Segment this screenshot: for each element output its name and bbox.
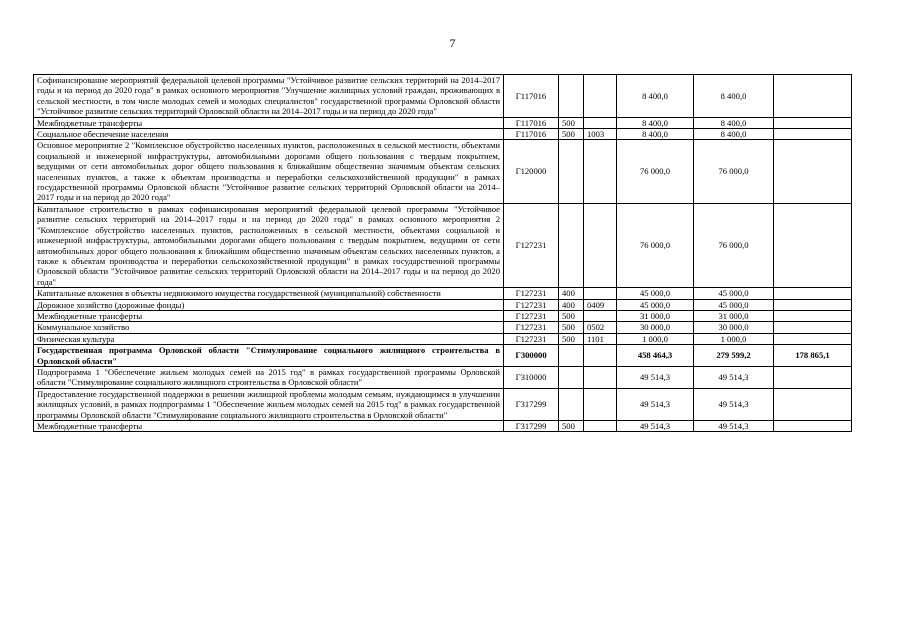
row-rz (584, 310, 617, 321)
row-amount-1: 1 000,0 (694, 333, 774, 344)
row-code: Г310000 (504, 366, 559, 388)
row-total: 76 000,0 (617, 140, 694, 203)
row-vr (559, 366, 584, 388)
row-rz: 1003 (584, 129, 617, 140)
row-rz (584, 366, 617, 388)
row-code: Г127231 (504, 299, 559, 310)
row-amount-2 (774, 421, 852, 432)
row-vr (559, 140, 584, 203)
row-name: Физическая культура (34, 333, 504, 344)
row-name: Предоставление государственной поддержки в решении жилищной проблемы молодым семьям, нуждающимся в улучшении жилищных условий, в рамках подпрограммы 1 "Обеспечение жильем молодых семей на 2015 год" в рамках государственной программы Орловской области "Стимулирование социального жилищного строительства в Орловской области" (34, 388, 504, 420)
row-vr (559, 388, 584, 420)
row-rz (584, 288, 617, 299)
budget-table-body (34, 75, 852, 432)
table-row (34, 388, 852, 420)
row-amount-1: 8 400,0 (694, 117, 774, 128)
row-name: Коммунальное хозяйство (34, 322, 504, 333)
row-name: Подпрограмма 1 "Обеспечение жильем молодых семей на 2015 год" в рамках государственной программы Орловской области "Стимулирование социального жилищного строительства в Орловской области" (34, 366, 504, 388)
row-code: Г117016 (504, 75, 559, 118)
row-total: 8 400,0 (617, 117, 694, 128)
row-name: Капитальные вложения в объекты недвижимого имущества государственной (муниципальной) собственности (34, 288, 504, 299)
row-rz (584, 345, 617, 367)
table-row (34, 75, 852, 118)
row-amount-2 (774, 388, 852, 420)
row-code: Г117016 (504, 129, 559, 140)
row-amount-2 (774, 75, 852, 118)
row-vr: 400 (559, 299, 584, 310)
row-amount-2: 178 865,1 (774, 345, 852, 367)
row-total: 458 464,3 (617, 345, 694, 367)
row-vr (559, 203, 584, 287)
row-amount-1: 49 514,3 (694, 388, 774, 420)
row-amount-2 (774, 366, 852, 388)
table-row (34, 129, 852, 140)
row-amount-1: 49 514,3 (694, 366, 774, 388)
row-amount-1: 30 000,0 (694, 322, 774, 333)
row-amount-1: 279 599,2 (694, 345, 774, 367)
budget-table (33, 74, 852, 432)
table-row (34, 345, 852, 367)
row-rz (584, 75, 617, 118)
row-total: 76 000,0 (617, 203, 694, 287)
row-code: Г127231 (504, 203, 559, 287)
row-code: Г127231 (504, 310, 559, 321)
row-amount-1: 76 000,0 (694, 203, 774, 287)
row-total: 49 514,3 (617, 366, 694, 388)
table-row (34, 288, 852, 299)
row-amount-1: 49 514,3 (694, 421, 774, 432)
row-vr (559, 345, 584, 367)
page-number: 7 (449, 36, 456, 50)
row-name: Основное мероприятие 2 "Комплексное обустройство населенных пунктов, расположенных в сельской местности, объектами социальной и инженерной инфраструктуры, автомобильными дорогами общего пользования с твердым покрытием, ведущими от сети автомобильных дорог общего пользования к ближайшим общественно значимым объектам сельских населенных пунктов, а также к объектам производства и переработки сельскохозяйственной продукции" в рамках государственной программы Орловской области "Устойчивое развитие сельских территорий Орловской области на 2014–2017 годы и на период до 2020 года" (34, 140, 504, 203)
row-amount-2 (774, 117, 852, 128)
row-rz: 1101 (584, 333, 617, 344)
row-total: 8 400,0 (617, 129, 694, 140)
row-name: Межбюджетные трансферты (34, 421, 504, 432)
row-rz (584, 203, 617, 287)
row-total: 45 000,0 (617, 299, 694, 310)
row-amount-1: 8 400,0 (694, 129, 774, 140)
row-name: Софинансирование мероприятий федеральной целевой программы "Устойчивое развитие сельских территорий на 2014–2017 годы и на период до 2020 года" в рамках основного мероприятия "Улучшение жилищных условий граждан, проживающих в сельской местности, в том числе молодых семей и молодых специалистов" государственной программы Орловской области "Устойчивое развитие сельских территорий Орловской области на 2014–2017 годы и на период до 2020 года" (34, 75, 504, 118)
row-code: Г317299 (504, 421, 559, 432)
row-code: Г317299 (504, 388, 559, 420)
row-code: Г127231 (504, 288, 559, 299)
table-row (34, 140, 852, 203)
table-row (34, 299, 852, 310)
table-row (34, 366, 852, 388)
row-rz (584, 140, 617, 203)
row-vr (559, 75, 584, 118)
row-name: Социальное обеспечение населения (34, 129, 504, 140)
row-amount-2 (774, 203, 852, 287)
table-row (34, 117, 852, 128)
row-amount-2 (774, 322, 852, 333)
row-amount-2 (774, 310, 852, 321)
row-amount-1: 76 000,0 (694, 140, 774, 203)
row-vr: 500 (559, 333, 584, 344)
row-name: Государственная программа Орловской области "Стимулирование социального жилищного строительства в Орловской области" (34, 345, 504, 367)
row-rz (584, 117, 617, 128)
row-rz (584, 388, 617, 420)
row-code: Г117016 (504, 117, 559, 128)
row-total: 45 000,0 (617, 288, 694, 299)
row-total: 8 400,0 (617, 75, 694, 118)
row-amount-2 (774, 129, 852, 140)
row-amount-1: 45 000,0 (694, 299, 774, 310)
row-vr: 500 (559, 421, 584, 432)
row-amount-2 (774, 333, 852, 344)
row-vr: 400 (559, 288, 584, 299)
row-code: Г127231 (504, 322, 559, 333)
row-vr: 500 (559, 129, 584, 140)
row-vr: 500 (559, 117, 584, 128)
row-amount-1: 31 000,0 (694, 310, 774, 321)
row-rz (584, 421, 617, 432)
table-row (34, 322, 852, 333)
row-vr: 500 (559, 322, 584, 333)
row-amount-1: 45 000,0 (694, 288, 774, 299)
table-row (34, 421, 852, 432)
row-total: 31 000,0 (617, 310, 694, 321)
row-name: Межбюджетные трансферты (34, 117, 504, 128)
row-name: Межбюджетные трансферты (34, 310, 504, 321)
row-rz: 0502 (584, 322, 617, 333)
row-rz: 0409 (584, 299, 617, 310)
row-name: Дорожное хозяйство (дорожные фонды) (34, 299, 504, 310)
row-code: Г127231 (504, 333, 559, 344)
row-code: Г300000 (504, 345, 559, 367)
row-amount-2 (774, 288, 852, 299)
table-row (34, 333, 852, 344)
row-amount-2 (774, 299, 852, 310)
row-name: Капитальное строительство в рамках софинансирования мероприятий федеральной целевой программы "Устойчивое развитие сельских территорий на 2014–2017 годы и на период до 2020 года" в рамках основного мероприятия 2 "Комплексное обустройство населенных пунктов, расположенных в сельской местности, объектами социальной и инженерной инфраструктуры, автомобильными дорогами общего пользования с твердым покрытием, ведущими от сети автомобильных дорог общего пользования к ближайшим общественно значимым объектам сельских населенных пунктов, а также к объектам производства и переработки сельскохозяйственной продукции" в рамках государственной программы Орловской области "Устойчивое развитие сельских территорий Орловской области на 2014–2017 годы и на период до 2020 года" (34, 203, 504, 287)
table-row (34, 310, 852, 321)
row-total: 1 000,0 (617, 333, 694, 344)
row-amount-2 (774, 140, 852, 203)
row-total: 49 514,3 (617, 388, 694, 420)
row-total: 49 514,3 (617, 421, 694, 432)
row-total: 30 000,0 (617, 322, 694, 333)
table-row (34, 203, 852, 287)
row-vr: 500 (559, 310, 584, 321)
row-amount-1: 8 400,0 (694, 75, 774, 118)
row-code: Г120000 (504, 140, 559, 203)
